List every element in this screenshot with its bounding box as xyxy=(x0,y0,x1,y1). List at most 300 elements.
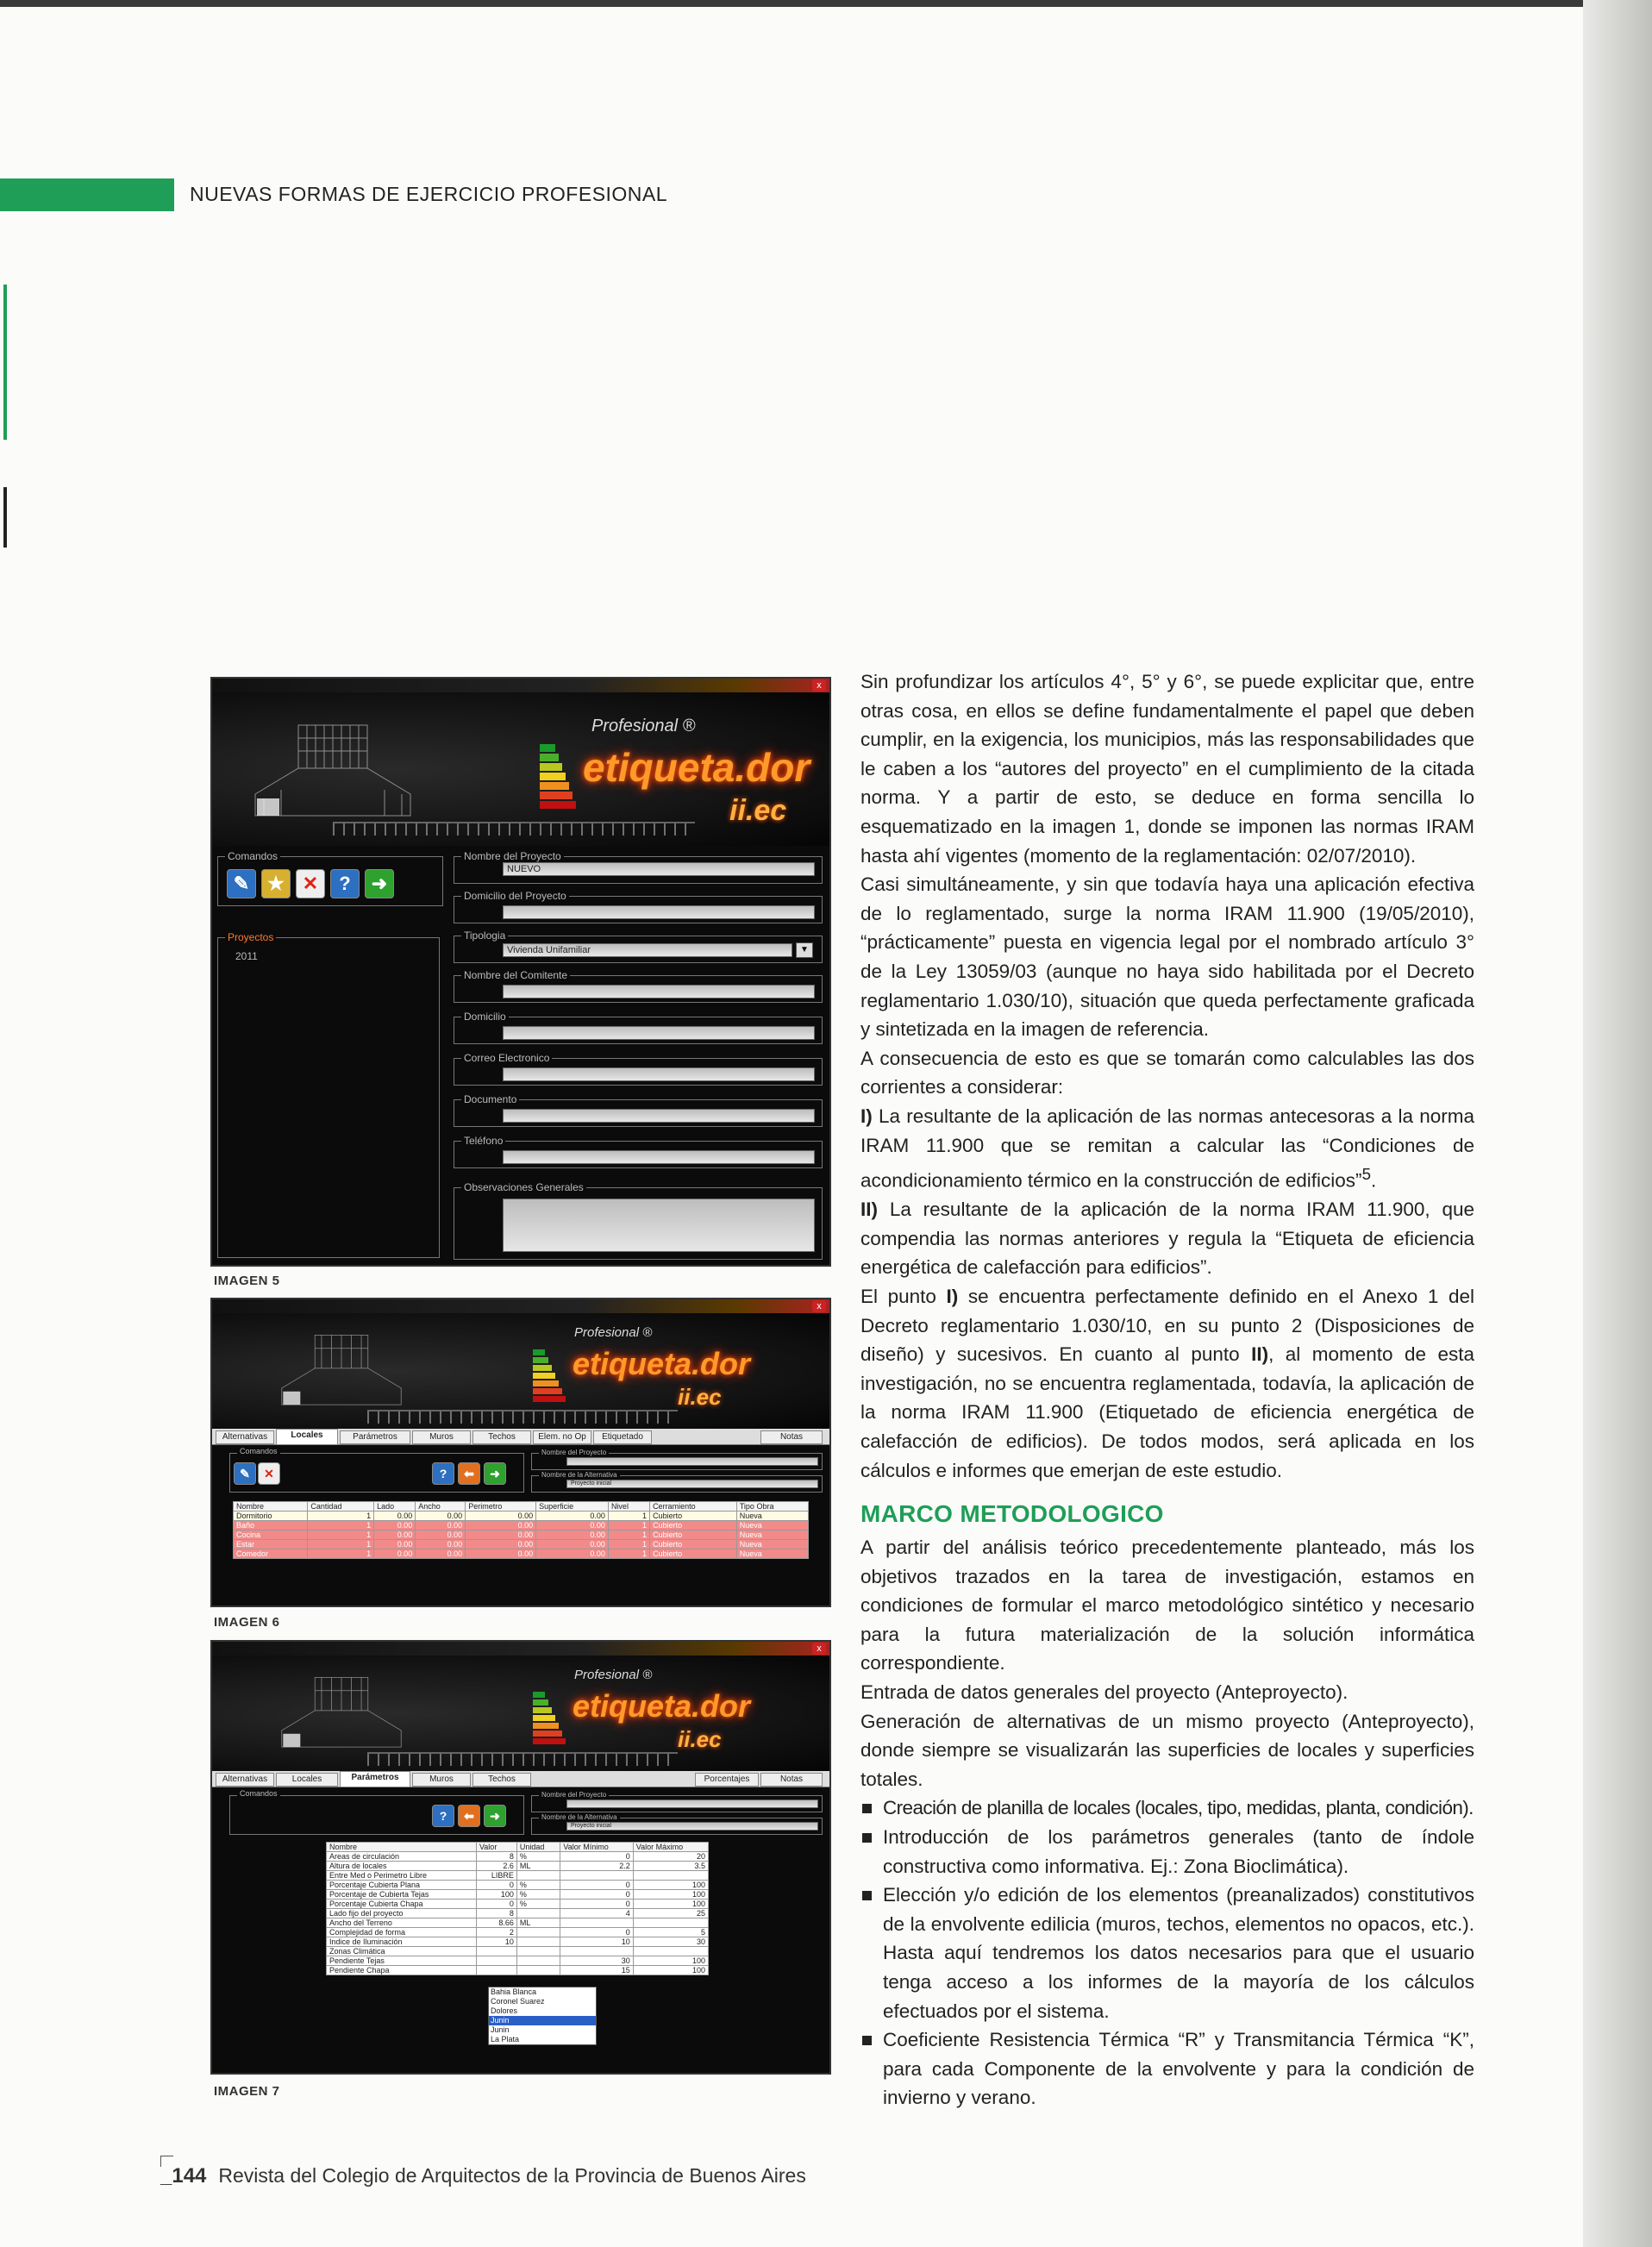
table-cell[interactable]: % xyxy=(516,1900,560,1909)
field-label: Nombre del Proyecto xyxy=(461,850,564,862)
table-cell[interactable]: 1 xyxy=(308,1540,374,1549)
caption-imagen-6: IMAGEN 6 xyxy=(214,1615,280,1630)
paragraph-text: La resultante de la aplicación de las normas antecesoras a la norma IRAM 11.900 que se remitan a calcular las “Condiciones de acondicionamiento térmico en la construcción de edificios” xyxy=(860,1105,1474,1192)
table-cell[interactable]: 100 xyxy=(476,1890,516,1900)
table-cell[interactable]: Nueva xyxy=(736,1512,808,1521)
table-cell[interactable]: 100 xyxy=(633,1881,708,1890)
edit-button[interactable]: ✎ xyxy=(234,1462,256,1485)
tab-parametros[interactable]: Parámetros xyxy=(340,1771,410,1787)
column-header[interactable]: Valor Máximo xyxy=(633,1843,708,1852)
table-cell[interactable]: 0.00 xyxy=(374,1512,416,1521)
dropdown-option[interactable]: Junin xyxy=(489,2016,596,2025)
table-row[interactable] xyxy=(327,1900,709,1909)
roman-numeral: II) xyxy=(860,1199,878,1221)
field-label: Correo Electronico xyxy=(461,1052,552,1064)
field-label: Nombre de la Alternativa xyxy=(539,1471,620,1479)
field-label: Domicilio del Proyecto xyxy=(461,890,569,902)
bullet-list xyxy=(860,1793,1474,2112)
brand-sub: ii.ec xyxy=(729,794,787,827)
section-header: NUEVAS FORMAS DE EJERCICIO PROFESIONAL xyxy=(190,183,668,205)
table-cell[interactable] xyxy=(476,1956,516,1966)
table-cell[interactable]: 0.00 xyxy=(416,1549,466,1559)
list-item: Introducción de los parámetros generales (tanto de índole constructiva como informativa. Ej.: Zona Bioclimática). xyxy=(860,1823,1474,1881)
table-row[interactable] xyxy=(327,1909,709,1918)
table-cell[interactable] xyxy=(516,1909,560,1918)
table-cell[interactable] xyxy=(633,1871,708,1881)
chevron-down-icon[interactable]: ▼ xyxy=(796,942,813,958)
tab-techos[interactable]: Techos xyxy=(472,1773,531,1787)
paragraph-text: La resultante de la aplicación de la norma IRAM 11.900, que compendia las normas anteriores y regula la “Etiqueta de eficiencia energética de calefacción para edificios”. xyxy=(860,1199,1474,1279)
table-cell[interactable]: 1 xyxy=(608,1521,649,1530)
table-row[interactable] xyxy=(327,1871,709,1881)
table-cell[interactable] xyxy=(476,1947,516,1956)
table-cell[interactable] xyxy=(560,1947,633,1956)
footnote-mark: 5 xyxy=(1361,1165,1371,1184)
field-label: Nombre de la Alternativa xyxy=(539,1813,620,1821)
table-cell[interactable]: Porcentaje de Cubierta Tejas xyxy=(327,1890,477,1900)
tab-bar xyxy=(212,1429,829,1445)
table-cell[interactable]: 15 xyxy=(560,1966,633,1975)
table-cell[interactable]: 0.00 xyxy=(536,1549,609,1559)
section-title: MARCO METODOLOGICO xyxy=(860,1500,1164,1527)
list-item: Coeficiente Resistencia Térmica “R” y Transmitancia Térmica “K”, para cada Componente de la envolvente y para la condición de invierno y verano. xyxy=(860,2025,1474,2112)
screenshot-imagen-6 xyxy=(210,1298,831,1607)
table-cell[interactable]: 0.00 xyxy=(466,1549,536,1559)
table-cell[interactable]: Nueva xyxy=(736,1540,808,1549)
table-cell[interactable]: ML xyxy=(516,1918,560,1928)
table-row[interactable] xyxy=(327,1966,709,1975)
field-domicilio xyxy=(454,1011,823,1044)
table-cell[interactable]: 30 xyxy=(633,1937,708,1947)
brand-name: etiqueta.dor xyxy=(583,745,810,790)
window-titlebar xyxy=(212,1299,829,1313)
paragraph xyxy=(860,1195,1474,1282)
table-cell[interactable]: Comedor xyxy=(234,1549,308,1559)
close-icon[interactable]: x xyxy=(812,679,826,692)
alternativa-input[interactable]: Proyecto inicial xyxy=(566,1822,818,1831)
tab-elem-no-op[interactable]: Elem. no Op xyxy=(533,1430,591,1444)
comandos-label: Comandos xyxy=(225,850,280,862)
table-cell[interactable]: 1 xyxy=(608,1530,649,1540)
brand-profesional: Profesional ® xyxy=(574,1325,653,1340)
field-domicilio-proyecto xyxy=(454,890,823,923)
table-cell[interactable]: 0 xyxy=(560,1900,633,1909)
brand-sub: ii.ec xyxy=(678,1726,722,1752)
article-body-column-2 xyxy=(860,1533,1474,2112)
alternativa-input[interactable]: Proyecto inicial xyxy=(566,1480,818,1488)
table-cell[interactable] xyxy=(633,1918,708,1928)
alternativa-group xyxy=(531,1471,823,1493)
comandos-group xyxy=(229,1789,524,1835)
window-titlebar xyxy=(212,1642,829,1656)
table-cell[interactable]: 0.00 xyxy=(374,1521,416,1530)
ruler-strip xyxy=(333,822,695,836)
table-row[interactable] xyxy=(327,1928,709,1937)
table-row[interactable] xyxy=(327,1956,709,1966)
tab-alternativas[interactable]: Alternativas xyxy=(216,1430,274,1444)
comandos-group xyxy=(229,1447,524,1493)
field-correo xyxy=(454,1052,823,1086)
table-cell[interactable]: Cubierto xyxy=(650,1540,737,1549)
tab-locales[interactable]: Locales xyxy=(276,1773,338,1787)
delete-button[interactable]: ✕ xyxy=(296,869,325,898)
observaciones-textarea[interactable] xyxy=(503,1199,815,1252)
window-titlebar xyxy=(212,679,829,692)
table-cell[interactable]: Porcentaje Cubierta Plana xyxy=(327,1881,477,1890)
dropdown-option[interactable]: La Plata xyxy=(491,2035,520,2044)
brand-profesional: Profesional ® xyxy=(574,1668,653,1682)
alternativa-group xyxy=(531,1813,823,1835)
back-arrow-button[interactable]: ⬅ xyxy=(458,1462,480,1485)
table-cell[interactable]: 100 xyxy=(633,1966,708,1975)
table-cell[interactable]: 1 xyxy=(308,1530,374,1540)
dropdown-option[interactable]: Bahia Blanca xyxy=(491,1987,537,1996)
tab-etiquetado[interactable]: Etiquetado xyxy=(593,1430,652,1444)
table-cell[interactable]: Nueva xyxy=(736,1549,808,1559)
paragraph: Sin profundizar los artículos 4°, 5° y 6°, se puede explicitar que, entre otras cosa, en ellos se define fundamentalmente el papel que deben cumplir, en la exigencia, los municipios, más las responsabilidades que le caben a los “autores del proyecto” en el cumplimiento de la citada norma. Y a partir de esto, se deduce en forma sencilla lo esquematizado en la imagen 1, donde se imponen las normas IRAM hasta ahí vigentes (momento de la reglamentación: 02/07/2010). xyxy=(860,671,1474,867)
table-cell[interactable]: 0.00 xyxy=(416,1521,466,1530)
table-cell[interactable]: 100 xyxy=(633,1900,708,1909)
table-row[interactable] xyxy=(327,1852,709,1862)
table-cell[interactable]: 100 xyxy=(633,1890,708,1900)
help-button[interactable]: ? xyxy=(432,1462,454,1485)
dropdown-option[interactable]: Junin xyxy=(491,2025,510,2034)
table-cell[interactable] xyxy=(560,1871,633,1881)
table-cell[interactable]: 0 xyxy=(476,1881,516,1890)
table-cell[interactable]: 0.00 xyxy=(536,1530,609,1540)
caption-imagen-5: IMAGEN 5 xyxy=(214,1274,280,1288)
table-cell[interactable]: Nueva xyxy=(736,1530,808,1540)
table-cell[interactable]: 2.6 xyxy=(476,1862,516,1871)
table-cell[interactable]: 1 xyxy=(608,1512,649,1521)
open-folder-button[interactable]: ★ xyxy=(261,869,291,898)
column-header[interactable]: Perimetro xyxy=(466,1502,536,1512)
zona-climatica-dropdown[interactable] xyxy=(488,1987,597,2045)
paragraph: A partir del análisis teórico precedentemente planteado, más los objetivos trazados en la tarea de investigación, estamos en condiciones de formular el marco metodológico sintético y necesario para la futura materialización de la solución informática correspondiente. xyxy=(860,1537,1474,1674)
table-cell[interactable]: Lado fijo del proyecto xyxy=(327,1909,477,1918)
paragraph: Generación de alternativas de un mismo proyecto (Anteproyecto), donde siempre se visualizarán las superficies de locales y superficies totales. xyxy=(860,1710,1474,1790)
brand-sub: ii.ec xyxy=(678,1384,722,1410)
table-cell[interactable]: 1 xyxy=(608,1549,649,1559)
table-cell[interactable] xyxy=(476,1966,516,1975)
table-header-row xyxy=(327,1843,709,1852)
app-banner xyxy=(212,1313,829,1429)
field-label: Documento xyxy=(461,1093,519,1105)
paragraph-text: , al momento de esta investigación, no se encuentra reglamentada, todavía, la aplicación de la norma IRAM 11.900 (Etiquetado de eficiencia energética de calefacción de edificios). De todos modos, será aplicada en los cálculos e informes que emerjan de este estudio. xyxy=(860,1343,1474,1481)
table-cell[interactable]: 0 xyxy=(476,1900,516,1909)
dropdown-option[interactable]: Dolores xyxy=(491,2006,518,2015)
table-cell[interactable]: 0 xyxy=(560,1928,633,1937)
table-cell[interactable]: 5 xyxy=(633,1928,708,1937)
table-cell[interactable]: 1 xyxy=(308,1521,374,1530)
table-cell[interactable]: 0.00 xyxy=(466,1521,536,1530)
roman-numeral: I) xyxy=(860,1105,873,1127)
tipologia-select[interactable]: Vivienda Unifamiliar xyxy=(503,943,792,957)
table-cell[interactable]: 20 xyxy=(633,1852,708,1862)
column-header[interactable]: Superficie xyxy=(536,1502,609,1512)
table-row[interactable] xyxy=(234,1521,809,1530)
column-header[interactable]: Unidad xyxy=(516,1843,560,1852)
table-cell[interactable]: 25 xyxy=(633,1909,708,1918)
paragraph xyxy=(860,1282,1474,1485)
journal-name: Revista del Colegio de Arquitectos de la Provincia de Buenos Aires xyxy=(218,2164,806,2187)
list-item: Elección y/o edición de los elementos (preanalizados) constitutivos de la envolvente edilicia (muros, techos, elementos no opacos, etc.). Hasta aquí tendremos los datos necesarios para que el usuario tenga acceso a los informes de la mayoría de los cálculos efectuados por el sistema. xyxy=(860,1881,1474,2025)
table-cell[interactable]: Indice de Iluminación xyxy=(327,1937,477,1947)
field-documento xyxy=(454,1093,823,1127)
table-cell[interactable] xyxy=(516,1966,560,1975)
table-cell[interactable] xyxy=(633,1947,708,1956)
brand-name: etiqueta.dor xyxy=(573,1688,751,1724)
edit-button[interactable]: ✎ xyxy=(227,869,256,898)
dropdown-option[interactable]: Coronel Suarez xyxy=(491,1997,545,2006)
column-header[interactable]: Valor Mínimo xyxy=(560,1843,633,1852)
next-arrow-button[interactable]: ➜ xyxy=(365,869,394,898)
table-cell[interactable]: 8 xyxy=(476,1852,516,1862)
screenshot-imagen-5 xyxy=(210,677,831,1267)
proyecto-input[interactable] xyxy=(566,1799,818,1808)
table-cell[interactable]: % xyxy=(516,1890,560,1900)
documento-input[interactable] xyxy=(503,1109,815,1123)
table-cell[interactable]: Altura de locales xyxy=(327,1862,477,1871)
nombre-comitente-input[interactable] xyxy=(503,985,815,998)
table-row[interactable] xyxy=(327,1890,709,1900)
table-cell[interactable]: 2.2 xyxy=(560,1862,633,1871)
table-row[interactable] xyxy=(327,1862,709,1871)
field-label: Nombre del Proyecto xyxy=(539,1449,609,1456)
column-header[interactable]: Nombre xyxy=(327,1843,477,1852)
field-label: Observaciones Generales xyxy=(461,1181,586,1193)
energy-label-bars-icon xyxy=(533,1349,566,1404)
proyectos-group xyxy=(217,931,440,1258)
roman-numeral: II) xyxy=(1251,1343,1269,1366)
table-cell[interactable]: 1 xyxy=(308,1512,374,1521)
table-row[interactable] xyxy=(234,1549,809,1559)
table-cell[interactable]: 2 xyxy=(476,1928,516,1937)
table-cell[interactable]: 100 xyxy=(633,1956,708,1966)
table-cell[interactable]: 8.66 xyxy=(476,1918,516,1928)
tab-techos[interactable]: Techos xyxy=(472,1430,531,1444)
field-nombre-proyecto xyxy=(454,850,823,884)
table-cell[interactable]: 0.00 xyxy=(466,1512,536,1521)
paragraph-text: . xyxy=(1371,1169,1377,1192)
proyecto-group xyxy=(531,1449,823,1470)
section-color-bar xyxy=(0,178,174,211)
building-3d-icon xyxy=(264,1664,419,1750)
column-header[interactable]: Cantidad xyxy=(308,1502,374,1512)
screenshot-imagen-7 xyxy=(210,1640,831,2075)
proyectos-label: Proyectos xyxy=(225,931,276,943)
table-cell[interactable] xyxy=(516,1947,560,1956)
ruler-strip xyxy=(367,1752,678,1766)
close-icon[interactable]: x xyxy=(812,1300,826,1312)
telefono-input[interactable] xyxy=(503,1150,815,1164)
table-cell[interactable] xyxy=(516,1956,560,1966)
column-header[interactable]: Valor xyxy=(476,1843,516,1852)
tab-alternativas[interactable]: Alternativas xyxy=(216,1773,274,1787)
column-header[interactable]: Cerramiento xyxy=(650,1502,737,1512)
table-cell[interactable]: 4 xyxy=(560,1909,633,1918)
tab-muros[interactable]: Muros xyxy=(412,1773,471,1787)
energy-label-bars-icon xyxy=(533,1692,566,1746)
table-header-row xyxy=(234,1502,809,1512)
margin-rule xyxy=(3,285,7,440)
brand-profesional: Profesional ® xyxy=(591,717,696,735)
comandos-label: Comandos xyxy=(237,1789,280,1798)
table-cell[interactable]: 1 xyxy=(308,1549,374,1559)
table-cell[interactable]: Cubierto xyxy=(650,1512,737,1521)
table-cell[interactable]: Porcentaje Cubierta Chapa xyxy=(327,1900,477,1909)
caption-imagen-7: IMAGEN 7 xyxy=(214,2084,280,2099)
field-tipologia xyxy=(454,929,823,963)
margin-rule-dark xyxy=(3,487,7,548)
table-cell[interactable]: % xyxy=(516,1881,560,1890)
table-cell[interactable]: 0.00 xyxy=(416,1512,466,1521)
table-cell[interactable]: Dormitorio xyxy=(234,1512,308,1521)
table-cell[interactable]: Complejidad de forma xyxy=(327,1928,477,1937)
correo-input[interactable] xyxy=(503,1067,815,1081)
table-cell[interactable]: 0.00 xyxy=(416,1540,466,1549)
parametros-table xyxy=(326,1842,709,1975)
domicilio-proyecto-input[interactable] xyxy=(503,905,815,919)
table-cell[interactable]: Cubierto xyxy=(650,1549,737,1559)
paragraph: Casi simultáneamente, y sin que todavía haya una aplicación efectiva de lo reglamentado, surge la norma IRAM 11.900 (19/05/2010), “prácticamente” puesta en vigencia legal por el nombrado artículo 3° de la Ley 13059/03 (aunque no haya sido habilitada por el Decreto reglamentario 1.030/10), situación que queda perfectamente graficada y sintetizada en la imagen de referencia. xyxy=(860,873,1474,1041)
table-cell[interactable]: 0.00 xyxy=(536,1512,609,1521)
building-3d-icon xyxy=(247,708,419,820)
tab-notas[interactable]: Notas xyxy=(760,1430,823,1444)
table-row[interactable] xyxy=(234,1530,809,1540)
table-cell[interactable] xyxy=(560,1918,633,1928)
table-cell[interactable]: LIBRE xyxy=(476,1871,516,1881)
table-cell[interactable]: 3.5 xyxy=(633,1862,708,1871)
field-nombre-comitente xyxy=(454,969,823,1003)
table-row[interactable] xyxy=(234,1512,809,1521)
list-item: Creación de planilla de locales (locales, tipo, medidas, planta, condición). xyxy=(860,1793,1474,1823)
table-cell[interactable]: Entre Med o Perimetro Libre xyxy=(327,1871,477,1881)
field-label: Nombre del Comitente xyxy=(461,969,570,981)
table-cell[interactable]: 0.00 xyxy=(374,1540,416,1549)
back-arrow-button[interactable]: ⬅ xyxy=(458,1805,480,1827)
ruler-strip xyxy=(367,1410,678,1424)
field-label: Domicilio xyxy=(461,1011,509,1023)
tab-locales[interactable]: Locales xyxy=(276,1429,338,1445)
table-cell[interactable]: Ancho del Terreno xyxy=(327,1918,477,1928)
table-cell[interactable]: Cubierto xyxy=(650,1530,737,1540)
table-cell[interactable]: 0 xyxy=(560,1890,633,1900)
locales-table xyxy=(233,1501,809,1559)
table-cell[interactable]: 0.00 xyxy=(374,1530,416,1540)
table-cell[interactable]: Zonas Climática xyxy=(327,1947,477,1956)
column-header[interactable]: Lado xyxy=(374,1502,416,1512)
table-cell[interactable]: Cubierto xyxy=(650,1521,737,1530)
table-cell[interactable]: Pendiente Tejas xyxy=(327,1956,477,1966)
app-banner xyxy=(212,692,829,846)
delete-button[interactable]: ✕ xyxy=(258,1462,280,1485)
roman-numeral: I) xyxy=(946,1285,959,1307)
column-header[interactable]: Tipo Obra xyxy=(736,1502,808,1512)
table-cell[interactable]: Pendiente Chapa xyxy=(327,1966,477,1975)
next-arrow-button[interactable]: ➜ xyxy=(484,1462,506,1485)
next-arrow-button[interactable]: ➜ xyxy=(484,1805,506,1827)
field-telefono xyxy=(454,1135,823,1168)
table-cell[interactable]: % xyxy=(516,1852,560,1862)
table-row[interactable] xyxy=(327,1881,709,1890)
column-header[interactable]: Nombre xyxy=(234,1502,308,1512)
table-cell[interactable]: 0.00 xyxy=(536,1521,609,1530)
table-cell[interactable]: 0 xyxy=(560,1852,633,1862)
table-cell[interactable]: 0.00 xyxy=(416,1530,466,1540)
help-button[interactable]: ? xyxy=(330,869,360,898)
table-cell[interactable]: Areas de circulación xyxy=(327,1852,477,1862)
article-body-column xyxy=(860,667,1474,1485)
table-row[interactable] xyxy=(327,1918,709,1928)
paragraph xyxy=(860,1102,1474,1195)
table-cell[interactable]: 0.00 xyxy=(466,1530,536,1540)
table-cell[interactable]: Nueva xyxy=(736,1521,808,1530)
paragraph: Entrada de datos generales del proyecto (Anteproyecto). xyxy=(860,1681,1349,1703)
brand-name: etiqueta.dor xyxy=(573,1346,751,1381)
field-label: Tipologia xyxy=(461,929,508,942)
energy-label-bars-icon xyxy=(540,744,576,811)
table-cell[interactable]: 0.00 xyxy=(466,1540,536,1549)
table-cell[interactable]: Baño xyxy=(234,1521,308,1530)
domicilio-input[interactable] xyxy=(503,1026,815,1040)
tab-parametros[interactable]: Parámetros xyxy=(340,1430,410,1444)
app-banner xyxy=(212,1656,829,1771)
table-row[interactable] xyxy=(234,1540,809,1549)
table-cell[interactable]: 0.00 xyxy=(536,1540,609,1549)
paragraph-text: se encuentra perfectamente definido en el Anexo 1 del Decreto reglamentario 1.030/10, en su punto 2 (Disposiciones de diseño) y sucesivos. En cuanto al punto xyxy=(860,1285,1474,1366)
proyecto-list-item[interactable]: 2011 xyxy=(235,950,258,962)
field-label: Teléfono xyxy=(461,1135,505,1147)
table-row[interactable] xyxy=(327,1937,709,1947)
field-observaciones xyxy=(454,1181,823,1260)
top-edge xyxy=(0,0,1652,7)
table-cell[interactable]: 0.00 xyxy=(374,1549,416,1559)
table-cell[interactable] xyxy=(516,1937,560,1947)
table-cell[interactable] xyxy=(516,1928,560,1937)
table-row[interactable] xyxy=(327,1947,709,1956)
column-header[interactable]: Ancho xyxy=(416,1502,466,1512)
tab-bar xyxy=(212,1771,829,1787)
tab-porcentajes[interactable]: Porcentajes xyxy=(695,1773,759,1787)
table-cell[interactable]: ML xyxy=(516,1862,560,1871)
column-header[interactable]: Nivel xyxy=(608,1502,649,1512)
page-footer xyxy=(160,2164,806,2188)
table-cell[interactable]: 10 xyxy=(476,1937,516,1947)
table-cell[interactable]: 1 xyxy=(608,1540,649,1549)
help-button[interactable]: ? xyxy=(432,1805,454,1827)
nombre-proyecto-input[interactable]: NUEVO xyxy=(503,862,815,876)
close-icon[interactable]: x xyxy=(812,1643,826,1655)
table-cell[interactable]: 8 xyxy=(476,1909,516,1918)
table-cell[interactable] xyxy=(516,1871,560,1881)
page-number: _144 xyxy=(160,2164,207,2188)
table-cell[interactable]: 30 xyxy=(560,1956,633,1966)
table-cell[interactable]: 10 xyxy=(560,1937,633,1947)
paragraph-text: El punto xyxy=(860,1285,947,1307)
building-3d-icon xyxy=(264,1322,419,1408)
comandos-label: Comandos xyxy=(237,1447,280,1455)
tab-muros[interactable]: Muros xyxy=(412,1430,471,1444)
paragraph: A consecuencia de esto es que se tomarán como calculables las dos corrientes a considerar: xyxy=(860,1047,1474,1098)
proyecto-input[interactable] xyxy=(566,1457,818,1466)
tab-notas[interactable]: Notas xyxy=(760,1773,823,1787)
proyecto-group xyxy=(531,1791,823,1812)
table-cell[interactable]: 0 xyxy=(560,1881,633,1890)
table-cell[interactable]: Cocina xyxy=(234,1530,308,1540)
field-label: Nombre del Proyecto xyxy=(539,1791,609,1799)
table-cell[interactable]: Estar xyxy=(234,1540,308,1549)
